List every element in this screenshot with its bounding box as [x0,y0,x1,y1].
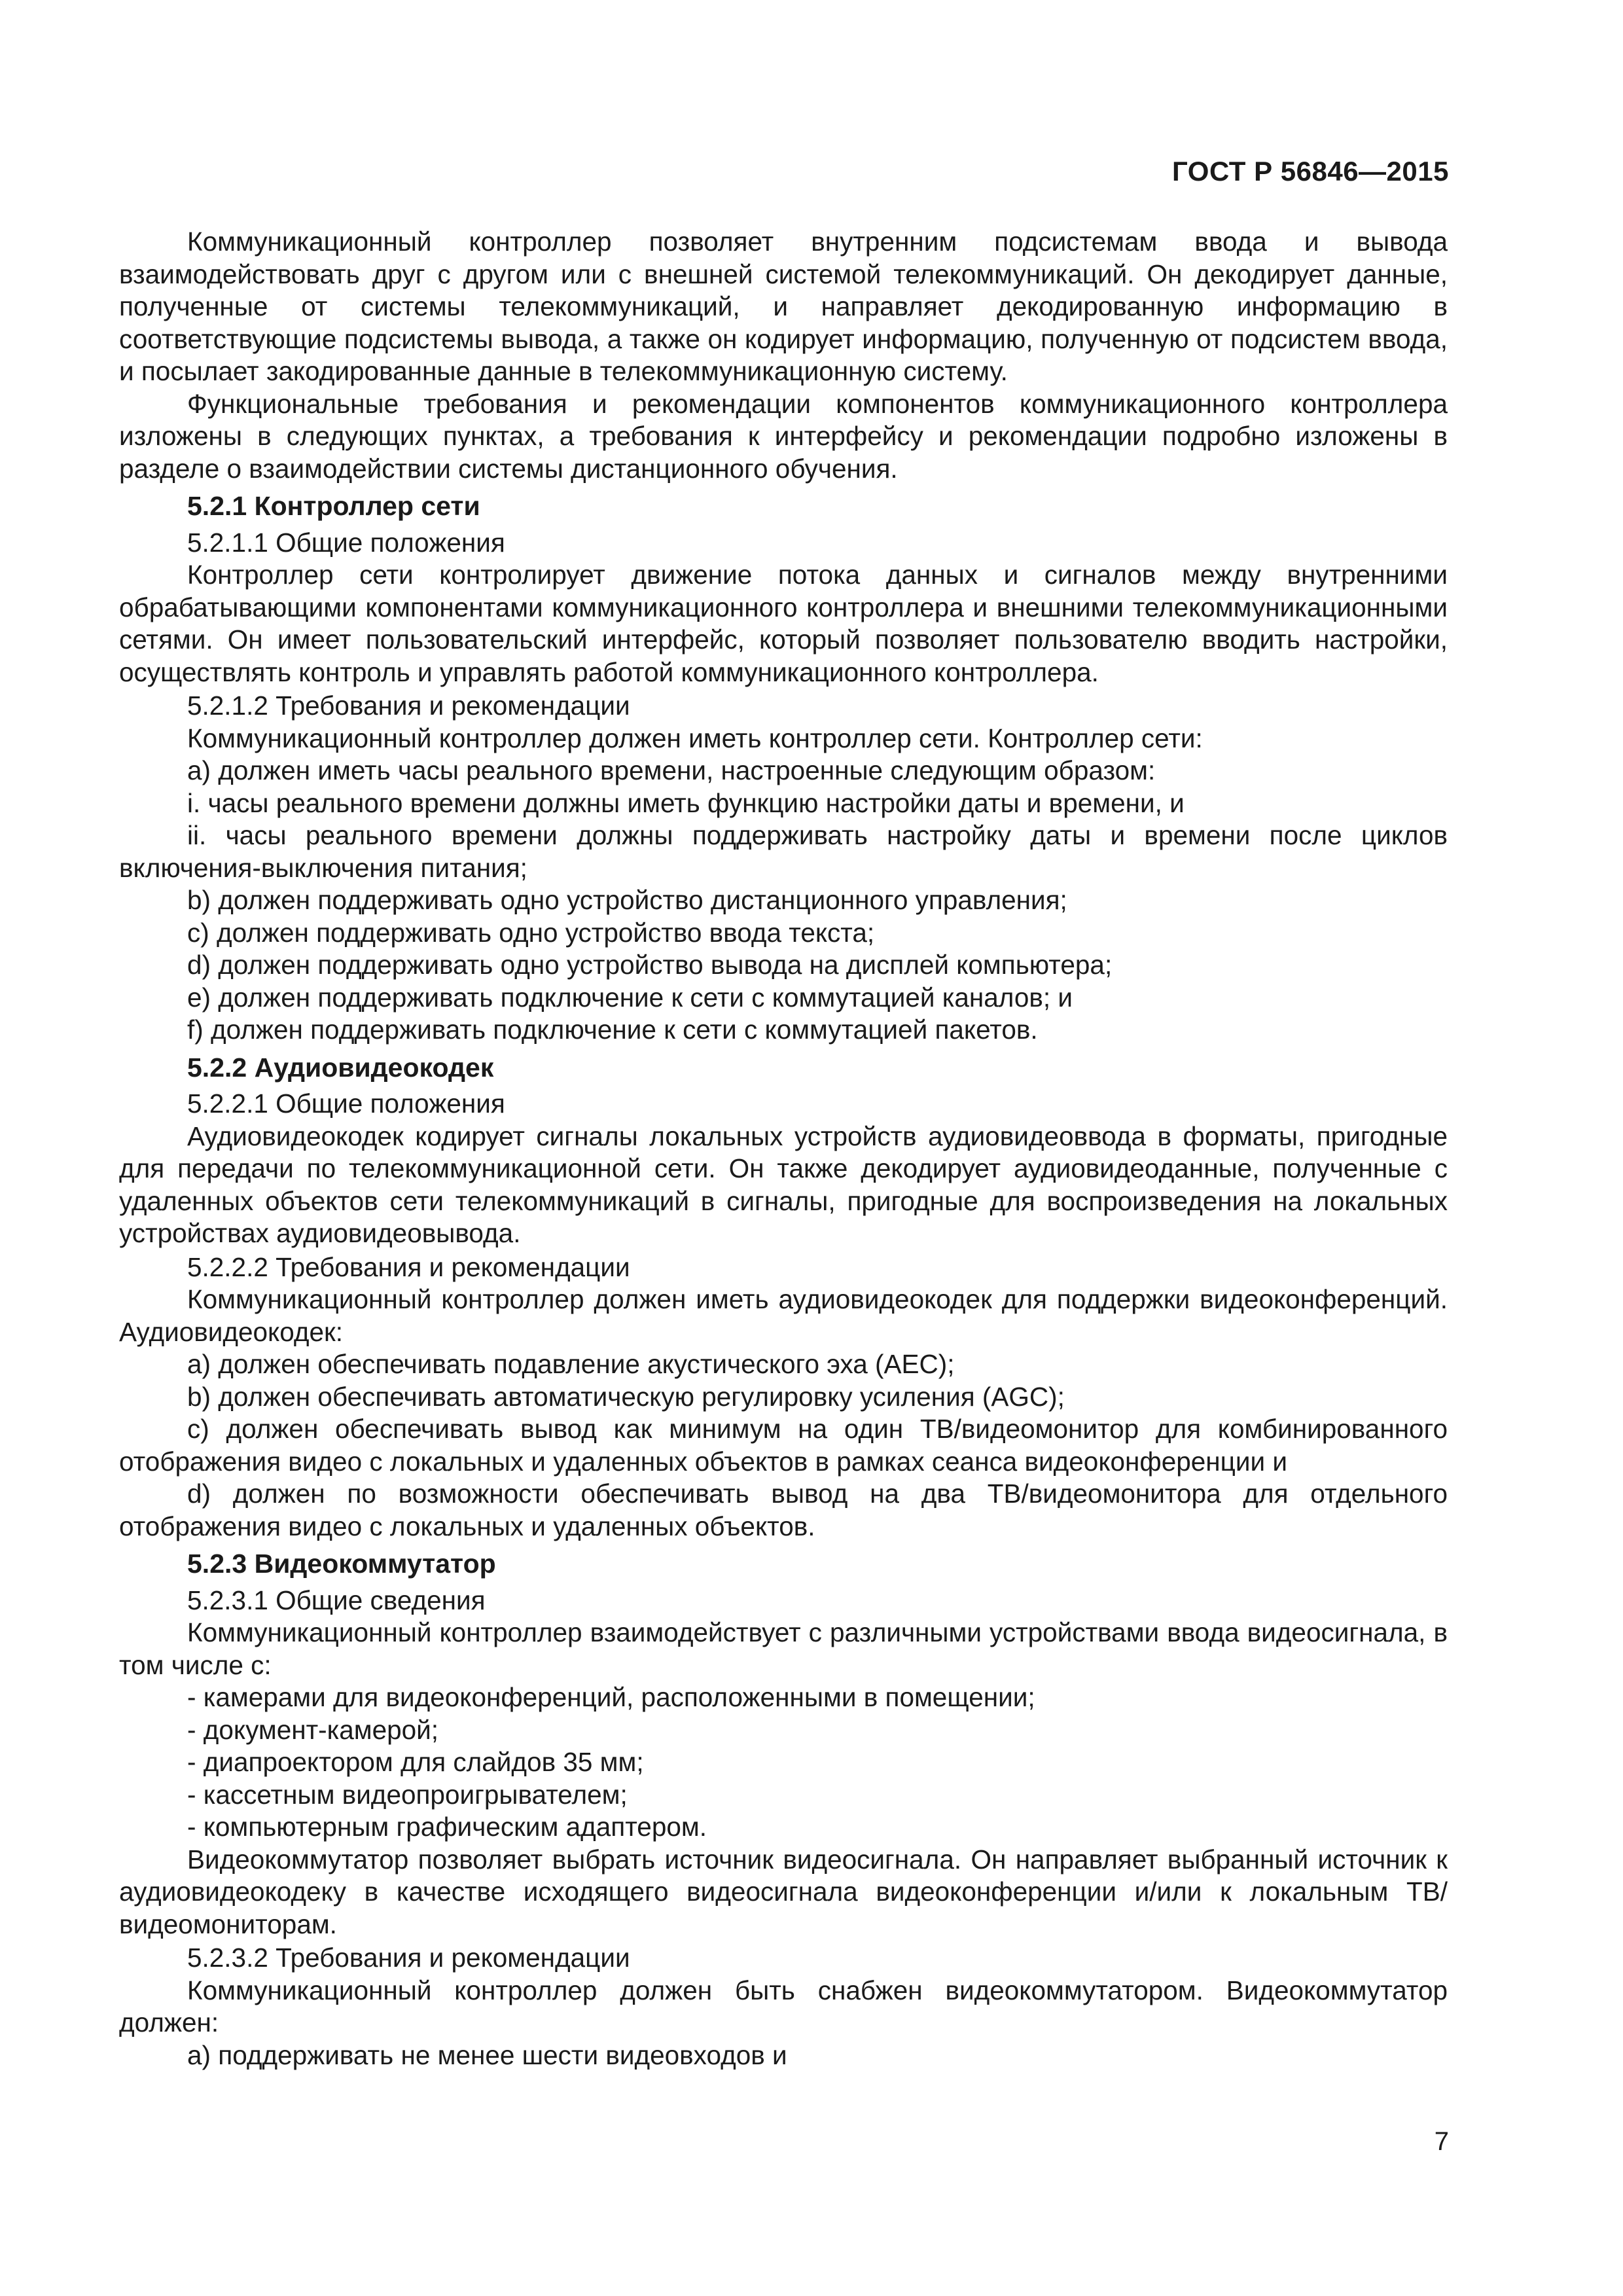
list-item: f) должен поддерживать подключение к сети с коммутацией пакетов. [187,1014,1038,1045]
list-item: a) должен обеспечивать подавление акустического эха (AEC); [187,1349,955,1379]
list-item: b) должен обеспечивать автоматическую регулировку усиления (AGC); [187,1381,1065,1412]
dash-list-item: - диапроектором для слайдов 35 мм; [187,1747,644,1777]
section-heading-5-2-3: 5.2.3 Видеокоммутатор [187,1549,496,1579]
list-item: b) должен поддерживать одно устройство дистанционного управления; [187,885,1067,915]
section-heading-5-2-2: 5.2.2 Аудиовидеокодек [187,1052,494,1083]
paragraph: Коммуникационный контроллер взаимодействует с различными устройствами ввода видеосигнала, в том числе с: [119,1617,1448,1680]
paragraph: Видеокоммутатор позволяет выбрать источник видеосигнала. Он направляет выбранный источник к аудиовидеокодеку в качестве исходящего видеосигнала видеоконференции и/или к локальным ТВ/видеомониторам. [119,1844,1448,1939]
list-item: c) должен поддерживать одно устройство ввода текста; [187,917,875,948]
paragraph: Функциональные требования и рекомендации компонентов коммуникационного контроллера изложены в следующих пунктах, а требования к интерфейсу и рекомендации подробно изложены в разделе о взаимодействии системы дистанционного обучения. [119,388,1448,484]
paragraph: Коммуникационный контроллер позволяет внутренним подсистемам ввода и вывода взаимодействовать друг с другом или с внешней системой телекоммуникаций. Он декодирует данные, полученные от системы телекоммуникаций, и направляет декодированную информацию в соответствующие подсистемы вывода, а также он кодирует информацию, полученную от подсистем ввода, и посылает закодированные данные в телекоммуникационную систему. [119,226,1448,386]
subsection-heading: 5.2.2.2 Требования и рекомендации [187,1251,630,1282]
list-item: d) должен поддерживать одно устройство вывода на дисплей компьютера; [187,950,1113,980]
document-body [119,226,1448,2072]
subsection-heading: 5.2.1.2 Требования и рекомендации [187,691,630,721]
list-item: e) должен поддерживать подключение к сети с коммутацией каналов; и [187,982,1073,1013]
paragraph: Коммуникационный контроллер должен иметь аудиовидеокодек для поддержки видеоконференций. Аудиовидеокодек: [119,1284,1448,1347]
subsection-heading: 5.2.3.1 Общие сведения [187,1585,486,1615]
page-number: 7 [1434,2127,1449,2156]
dash-list-item: - камерами для видеоконференций, расположенными в помещении; [187,1682,1035,1712]
list-item: a) поддерживать не менее шести видеовходов и [187,2039,787,2070]
paragraph: Коммуникационный контроллер должен быть снабжен видеокоммутатором. Видеокоммутатор должен: [119,1975,1448,2037]
dash-list-item: - документ-камерой; [187,1714,439,1745]
subsection-heading: 5.2.3.2 Требования и рекомендации [187,1943,630,1973]
document-id-header: ГОСТ Р 56846—2015 [1172,156,1449,187]
list-item: ii. часы реального времени должны поддерживать настройку даты и времени после циклов включения-выключения питания; [119,820,1448,883]
list-item: d) должен по возможности обеспечивать вывод на два ТВ/видеомонитора для отдельного отображения видео с локальных и удаленных объектов. [119,1479,1448,1541]
list-item: c) должен обеспечивать вывод как минимум на один ТВ/видеомонитор для комбинированного отображения видео с локальных и удаленных объектов в рамках сеанса видеоконференции и [119,1414,1448,1477]
paragraph: Контроллер сети контролирует движение потока данных и сигналов между внутренними обрабатывающими компонентами коммуникационного контроллера и внешними телекоммуникационными сетями. Он имеет пользовательский интерфейс, который позволяет пользователю вводить настройки, осуществлять контроль и управлять работой коммуникационного контроллера. [119,560,1448,687]
dash-list-item: - компьютерным графическим адаптером. [187,1812,707,1842]
dash-list-item: - кассетным видеопроигрывателем; [187,1779,628,1810]
list-item: a) должен иметь часы реального времени, настроенные следующим образом: [187,755,1156,785]
subsection-heading: 5.2.1.1 Общие положения [187,527,505,558]
paragraph: Коммуникационный контроллер должен иметь контроллер сети. Контроллер сети: [187,723,1203,753]
section-heading-5-2-1: 5.2.1 Контроллер сети [187,491,480,521]
list-item: i. часы реального времени должны иметь функцию настройки даты и времени, и [187,787,1185,818]
subsection-heading: 5.2.2.1 Общие положения [187,1088,505,1119]
paragraph: Аудиовидеокодек кодирует сигналы локальных устройств аудиовидеоввода в форматы, пригодные для передачи по телекоммуникационной сети. Он также декодирует аудиовидеоданные, полученные с удаленных объектов сети телекоммуникаций в сигналы, пригодные для воспроизведения на локальных устройствах аудиовидеовывода. [119,1121,1448,1248]
